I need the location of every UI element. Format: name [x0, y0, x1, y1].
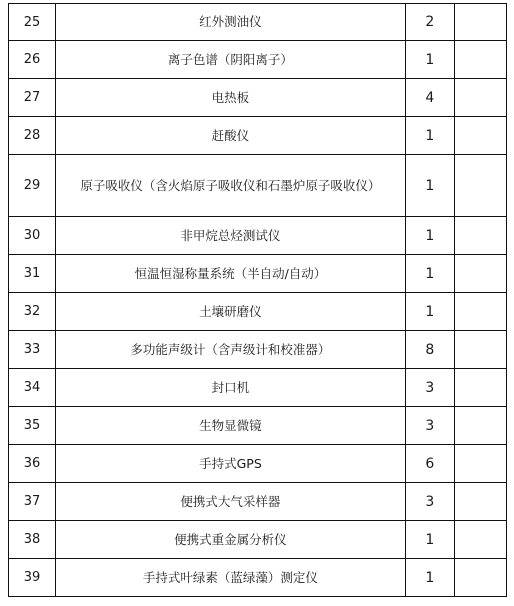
quantity: 1	[405, 117, 454, 155]
quantity: 1	[405, 521, 454, 559]
quantity: 1	[405, 41, 454, 79]
row-number: 31	[9, 255, 56, 293]
equipment-name: 多功能声级计（含声级计和校准器）	[56, 331, 406, 369]
equipment-name: 恒温恒湿称量系统（半自动/自动）	[56, 255, 406, 293]
table-row	[9, 369, 507, 407]
row-number: 37	[9, 483, 56, 521]
quantity: 8	[405, 331, 454, 369]
table-row	[9, 255, 507, 293]
quantity: 1	[405, 155, 454, 217]
remark-cell	[454, 41, 506, 79]
equipment-name: 便携式大气采样器	[56, 483, 406, 521]
row-number: 36	[9, 445, 56, 483]
quantity: 1	[405, 255, 454, 293]
table-row	[9, 79, 507, 117]
equipment-name: 便携式重金属分析仪	[56, 521, 406, 559]
equipment-name: 原子吸收仪（含火焰原子吸收仪和石墨炉原子吸收仪）	[56, 155, 406, 217]
table-row	[9, 407, 507, 445]
table-row	[9, 4, 507, 41]
table-row	[9, 521, 507, 559]
equipment-name: 封口机	[56, 369, 406, 407]
remark-cell	[454, 483, 506, 521]
remark-cell	[454, 407, 506, 445]
quantity: 2	[405, 4, 454, 41]
remark-cell	[454, 293, 506, 331]
table-row	[9, 217, 507, 255]
row-number: 29	[9, 155, 56, 217]
equipment-name: 离子色谱（阴阳离子）	[56, 41, 406, 79]
table-row	[9, 445, 507, 483]
table-row	[9, 559, 507, 597]
equipment-name: 土壤研磨仪	[56, 293, 406, 331]
equipment-name: 电热板	[56, 79, 406, 117]
row-number: 33	[9, 331, 56, 369]
remark-cell	[454, 369, 506, 407]
equipment-name: 生物显微镜	[56, 407, 406, 445]
table-row	[9, 331, 507, 369]
equipment-table-body	[9, 4, 507, 597]
remark-cell	[454, 79, 506, 117]
quantity: 1	[405, 217, 454, 255]
row-number: 39	[9, 559, 56, 597]
remark-cell	[454, 117, 506, 155]
equipment-name: 非甲烷总烃测试仪	[56, 217, 406, 255]
table-row	[9, 155, 507, 217]
equipment-name: 红外测油仪	[56, 4, 406, 41]
table-row	[9, 483, 507, 521]
row-number: 25	[9, 4, 56, 41]
remark-cell	[454, 155, 506, 217]
row-number: 32	[9, 293, 56, 331]
row-number: 34	[9, 369, 56, 407]
table-row	[9, 293, 507, 331]
quantity: 6	[405, 445, 454, 483]
quantity: 3	[405, 407, 454, 445]
quantity: 4	[405, 79, 454, 117]
row-number: 38	[9, 521, 56, 559]
quantity: 1	[405, 293, 454, 331]
row-number: 28	[9, 117, 56, 155]
equipment-name: 手持式叶绿素（蓝绿藻）测定仪	[56, 559, 406, 597]
row-number: 30	[9, 217, 56, 255]
quantity: 3	[405, 483, 454, 521]
quantity: 1	[405, 559, 454, 597]
remark-cell	[454, 331, 506, 369]
table-row	[9, 41, 507, 79]
row-number: 26	[9, 41, 56, 79]
remark-cell	[454, 445, 506, 483]
equipment-table	[8, 3, 507, 597]
remark-cell	[454, 559, 506, 597]
quantity: 3	[405, 369, 454, 407]
equipment-name: 手持式GPS	[56, 445, 406, 483]
row-number: 35	[9, 407, 56, 445]
remark-cell	[454, 4, 506, 41]
equipment-name: 赶酸仪	[56, 117, 406, 155]
row-number: 27	[9, 79, 56, 117]
table-row	[9, 117, 507, 155]
remark-cell	[454, 521, 506, 559]
remark-cell	[454, 255, 506, 293]
remark-cell	[454, 217, 506, 255]
